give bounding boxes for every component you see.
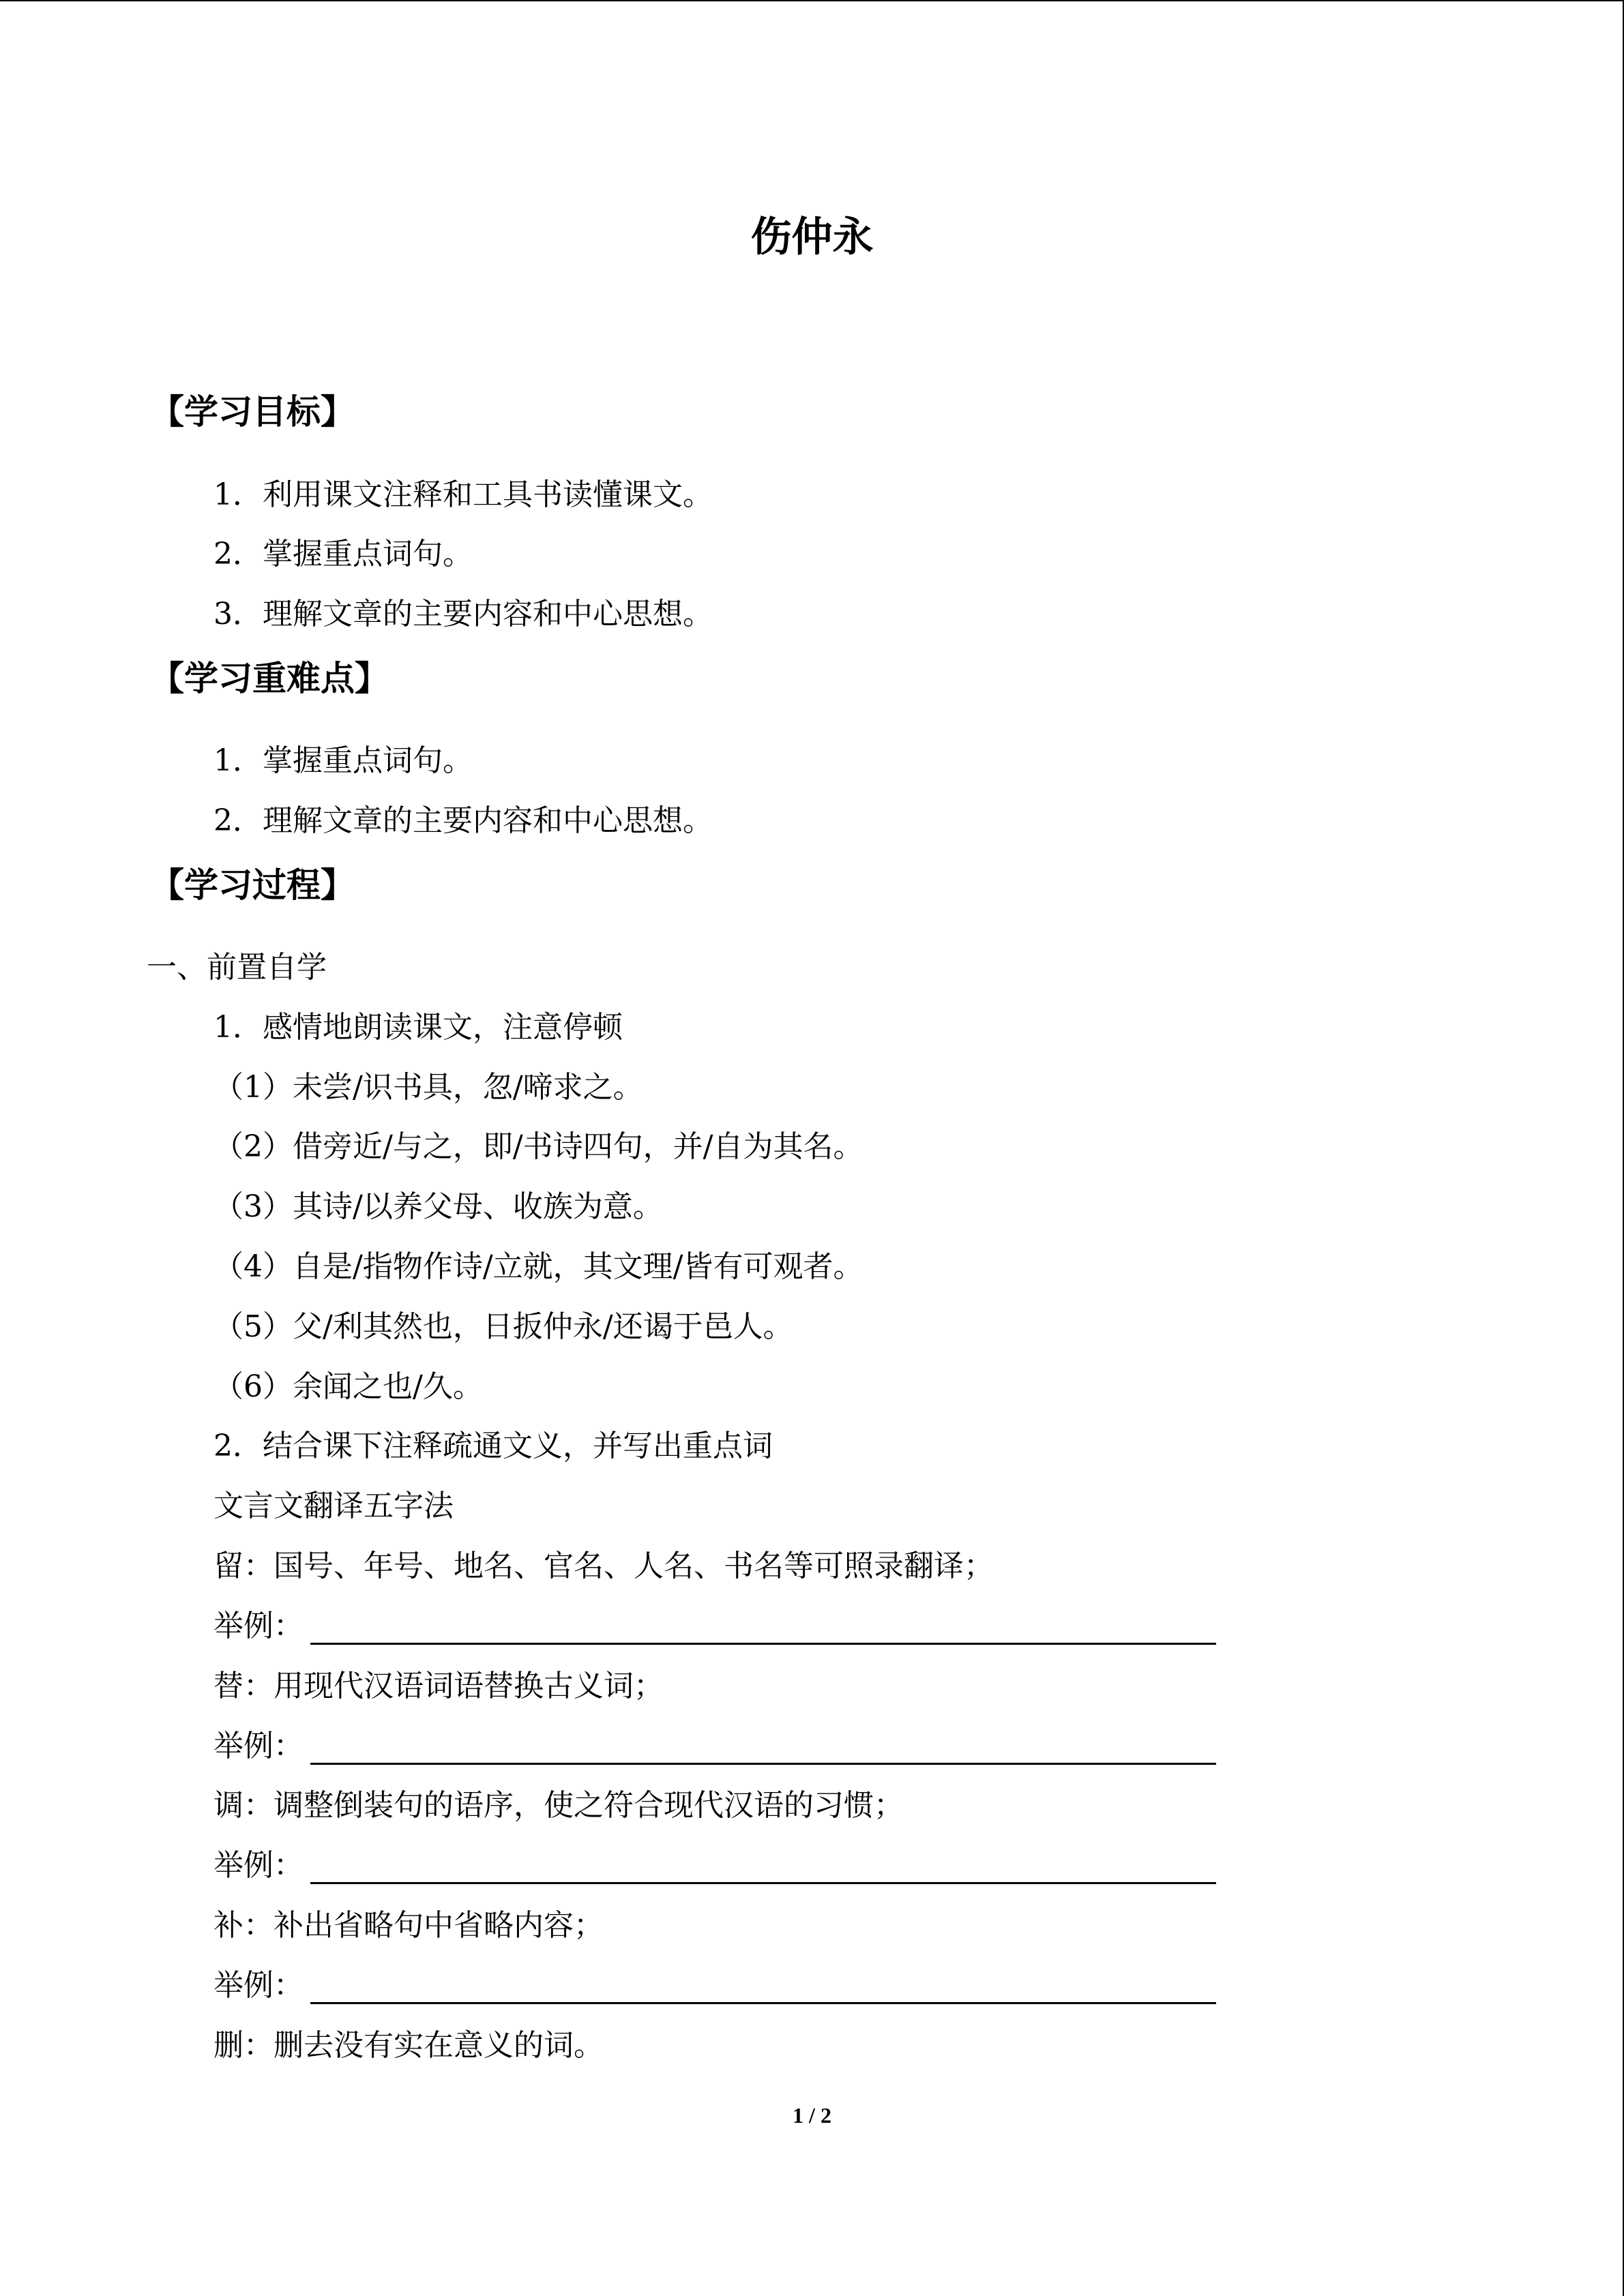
- example-row-liu: [213, 1607, 1216, 1648]
- example-label: 举例：: [213, 1609, 304, 1643]
- answer-blank-liu[interactable]: [310, 1643, 1216, 1645]
- pause-item: （3）其诗/以养父母、收族为意。: [213, 1189, 663, 1224]
- method-ti: 替：用现代汉语词语替换古义词；: [213, 1669, 664, 1703]
- page-title: 伤仲永: [750, 213, 874, 261]
- example-label: 举例：: [213, 1848, 304, 1883]
- example-row-ti: [213, 1727, 1216, 1768]
- example-row-bu: [213, 1967, 1216, 2008]
- pause-item: （2）借旁近/与之，即/书诗四句，并/自为其名。: [213, 1129, 863, 1164]
- page-border-top: [0, 0, 1624, 1]
- goal-item: 2．掌握重点词句。: [213, 537, 473, 571]
- task-one: 1．感情地朗读课文，注意停顿: [213, 1010, 623, 1045]
- method-bu: 补：补出省略句中省略内容；: [213, 1908, 604, 1943]
- method-liu: 留：国号、年号、地名、官名、人名、书名等可照录翻译；: [213, 1549, 994, 1583]
- section-heading-process: 【学习过程】: [150, 865, 355, 905]
- pause-item: （1）未尝/识书具，忽/啼求之。: [213, 1070, 643, 1105]
- answer-blank-diao[interactable]: [310, 1882, 1216, 1884]
- method-shan: 删：删去没有实在意义的词。: [213, 2028, 604, 2063]
- task-two: 2．结合课下注释疏通文义，并写出重点词: [213, 1429, 773, 1463]
- method-diao: 调：调整倒装句的语序，使之符合现代汉语的习惯；: [213, 1788, 904, 1823]
- difficulty-item: 2．理解文章的主要内容和中心思想。: [213, 803, 713, 838]
- pause-item: （4）自是/指物作诗/立就，其文理/皆有可观者。: [213, 1249, 863, 1284]
- section-heading-difficulties: 【学习重难点】: [150, 658, 389, 698]
- pause-item: （6）余闻之也/久。: [213, 1369, 483, 1404]
- goal-item: 3．理解文章的主要内容和中心思想。: [213, 597, 713, 631]
- example-row-diao: [213, 1847, 1216, 1888]
- example-label: 举例：: [213, 1968, 304, 2003]
- difficulty-item: 1．掌握重点词句。: [213, 743, 473, 778]
- part-one-heading: 一、前置自学: [147, 950, 327, 985]
- page-number: 1 / 2: [793, 2103, 831, 2128]
- example-label: 举例：: [213, 1729, 304, 1763]
- method-title: 文言文翻译五字法: [213, 1489, 454, 1523]
- goal-item: 1．利用课文注释和工具书读懂课文。: [213, 477, 713, 512]
- answer-blank-bu[interactable]: [310, 2002, 1216, 2004]
- answer-blank-ti[interactable]: [310, 1763, 1216, 1765]
- pause-item: （5）父/利其然也，日扳仲永/还谒于邑人。: [213, 1309, 793, 1344]
- section-heading-goals: 【学习目标】: [150, 391, 355, 432]
